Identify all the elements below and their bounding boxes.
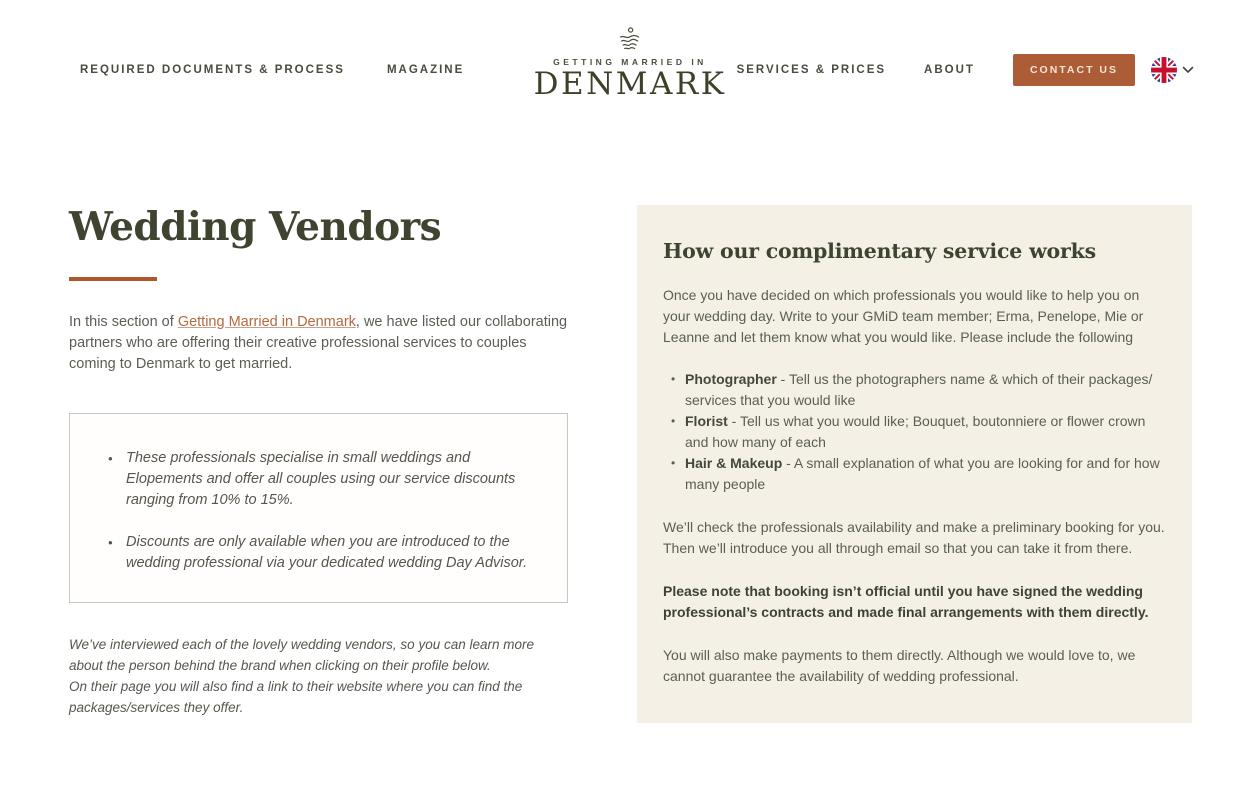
panel-bold-note: Please note that booking isn’t official until you have signed the wedding professional’s contracts and made final arrangements with them directly. — [663, 583, 1149, 620]
bullet-label: Florist — [685, 413, 728, 429]
intro-paragraph — [69, 312, 568, 375]
page-title: Wedding Vendors — [69, 204, 442, 250]
discount-note-list — [92, 448, 539, 574]
logo-title: DENMARK — [533, 66, 727, 102]
intro-text-before: In this section of — [69, 313, 178, 330]
chevron-down-icon — [1182, 66, 1194, 74]
nav-item-required-documents[interactable]: REQUIRED DOCUMENTS & PROCESS — [80, 64, 345, 76]
top-nav — [0, 0, 1260, 130]
nav-item-magazine[interactable]: MAGAZINE — [386, 64, 465, 76]
intro-text-after: , we have listed our collaborating partners who are offering their creative professional services to couples coming to Denmark to get married. — [69, 313, 568, 372]
vendors-intro-section — [69, 205, 568, 723]
nav-item-services-prices[interactable]: SERVICES & PRICES — [736, 64, 887, 76]
language-selector[interactable] — [1151, 57, 1194, 83]
main-content — [0, 205, 1260, 723]
nav-item-about[interactable]: ABOUT — [924, 64, 975, 76]
vendors-outro-text — [69, 634, 568, 718]
list-item: • These professionals specialise in small weddings and Elopements and offer all couples using our service discounts ranging from 10% to 15%. — [92, 448, 539, 511]
nav-right — [737, 54, 1194, 86]
nav-left — [80, 64, 464, 76]
discount-note-box — [69, 413, 568, 603]
outro-line: On their page you will also find a link to their website where you can find the packages/services they offer. — [69, 678, 523, 715]
bullet-label: Photographer — [685, 371, 777, 387]
professionals-list — [663, 369, 1168, 495]
outro-line: We’ve interviewed each of the lovely wedding vendors, so you can learn more about the person behind the brand when clicking on their profile below. — [69, 636, 535, 673]
contact-us-button[interactable]: CONTACT US — [1013, 54, 1135, 86]
uk-flag-icon — [1151, 57, 1177, 83]
panel-title: How our complimentary service works — [663, 239, 1096, 263]
panel-paragraph-3: You will also make payments to them directly. Although we would love to, we cannot guarantee the availability of wedding professional. — [663, 647, 1136, 684]
bullet-text: - Tell us what you would like; Bouquet, boutonniere or flower crown and how many of each — [685, 413, 1146, 450]
site-logo[interactable] — [534, 26, 727, 101]
panel-paragraph-2: We’ll check the professionals availability and make a preliminary booking for you. Then we’ll introduce you all through email so that you can take it from there. — [663, 519, 1165, 556]
crest-waves-icon — [534, 26, 727, 52]
bullet-text: - Tell us the photographers name & which of their packages/ services that you would like — [685, 371, 1153, 408]
panel-paragraph-1: Once you have decided on which professionals you would like to help you on your wedding day. Write to your GMiD team member; Erma, Penelope, Mie or Leanne and let them know what you would like. Please include the following — [663, 287, 1144, 345]
gmid-link[interactable]: Getting Married in Denmark — [177, 313, 356, 330]
list-item-photographer — [663, 369, 1168, 411]
list-item-hair-makeup — [663, 453, 1168, 495]
bullet-label: Hair & Makeup — [685, 455, 783, 471]
complimentary-service-panel — [637, 205, 1192, 723]
logo-tagline: GETTING MARRIED IN — [553, 57, 707, 67]
list-item: • Discounts are only available when you are introduced to the wedding professional via your dedicated wedding Day Advisor. — [92, 532, 539, 574]
bullet-text: - A small explanation of what you are looking for and for how many people — [685, 455, 1160, 492]
title-divider — [69, 277, 157, 281]
list-item-florist — [663, 411, 1168, 453]
